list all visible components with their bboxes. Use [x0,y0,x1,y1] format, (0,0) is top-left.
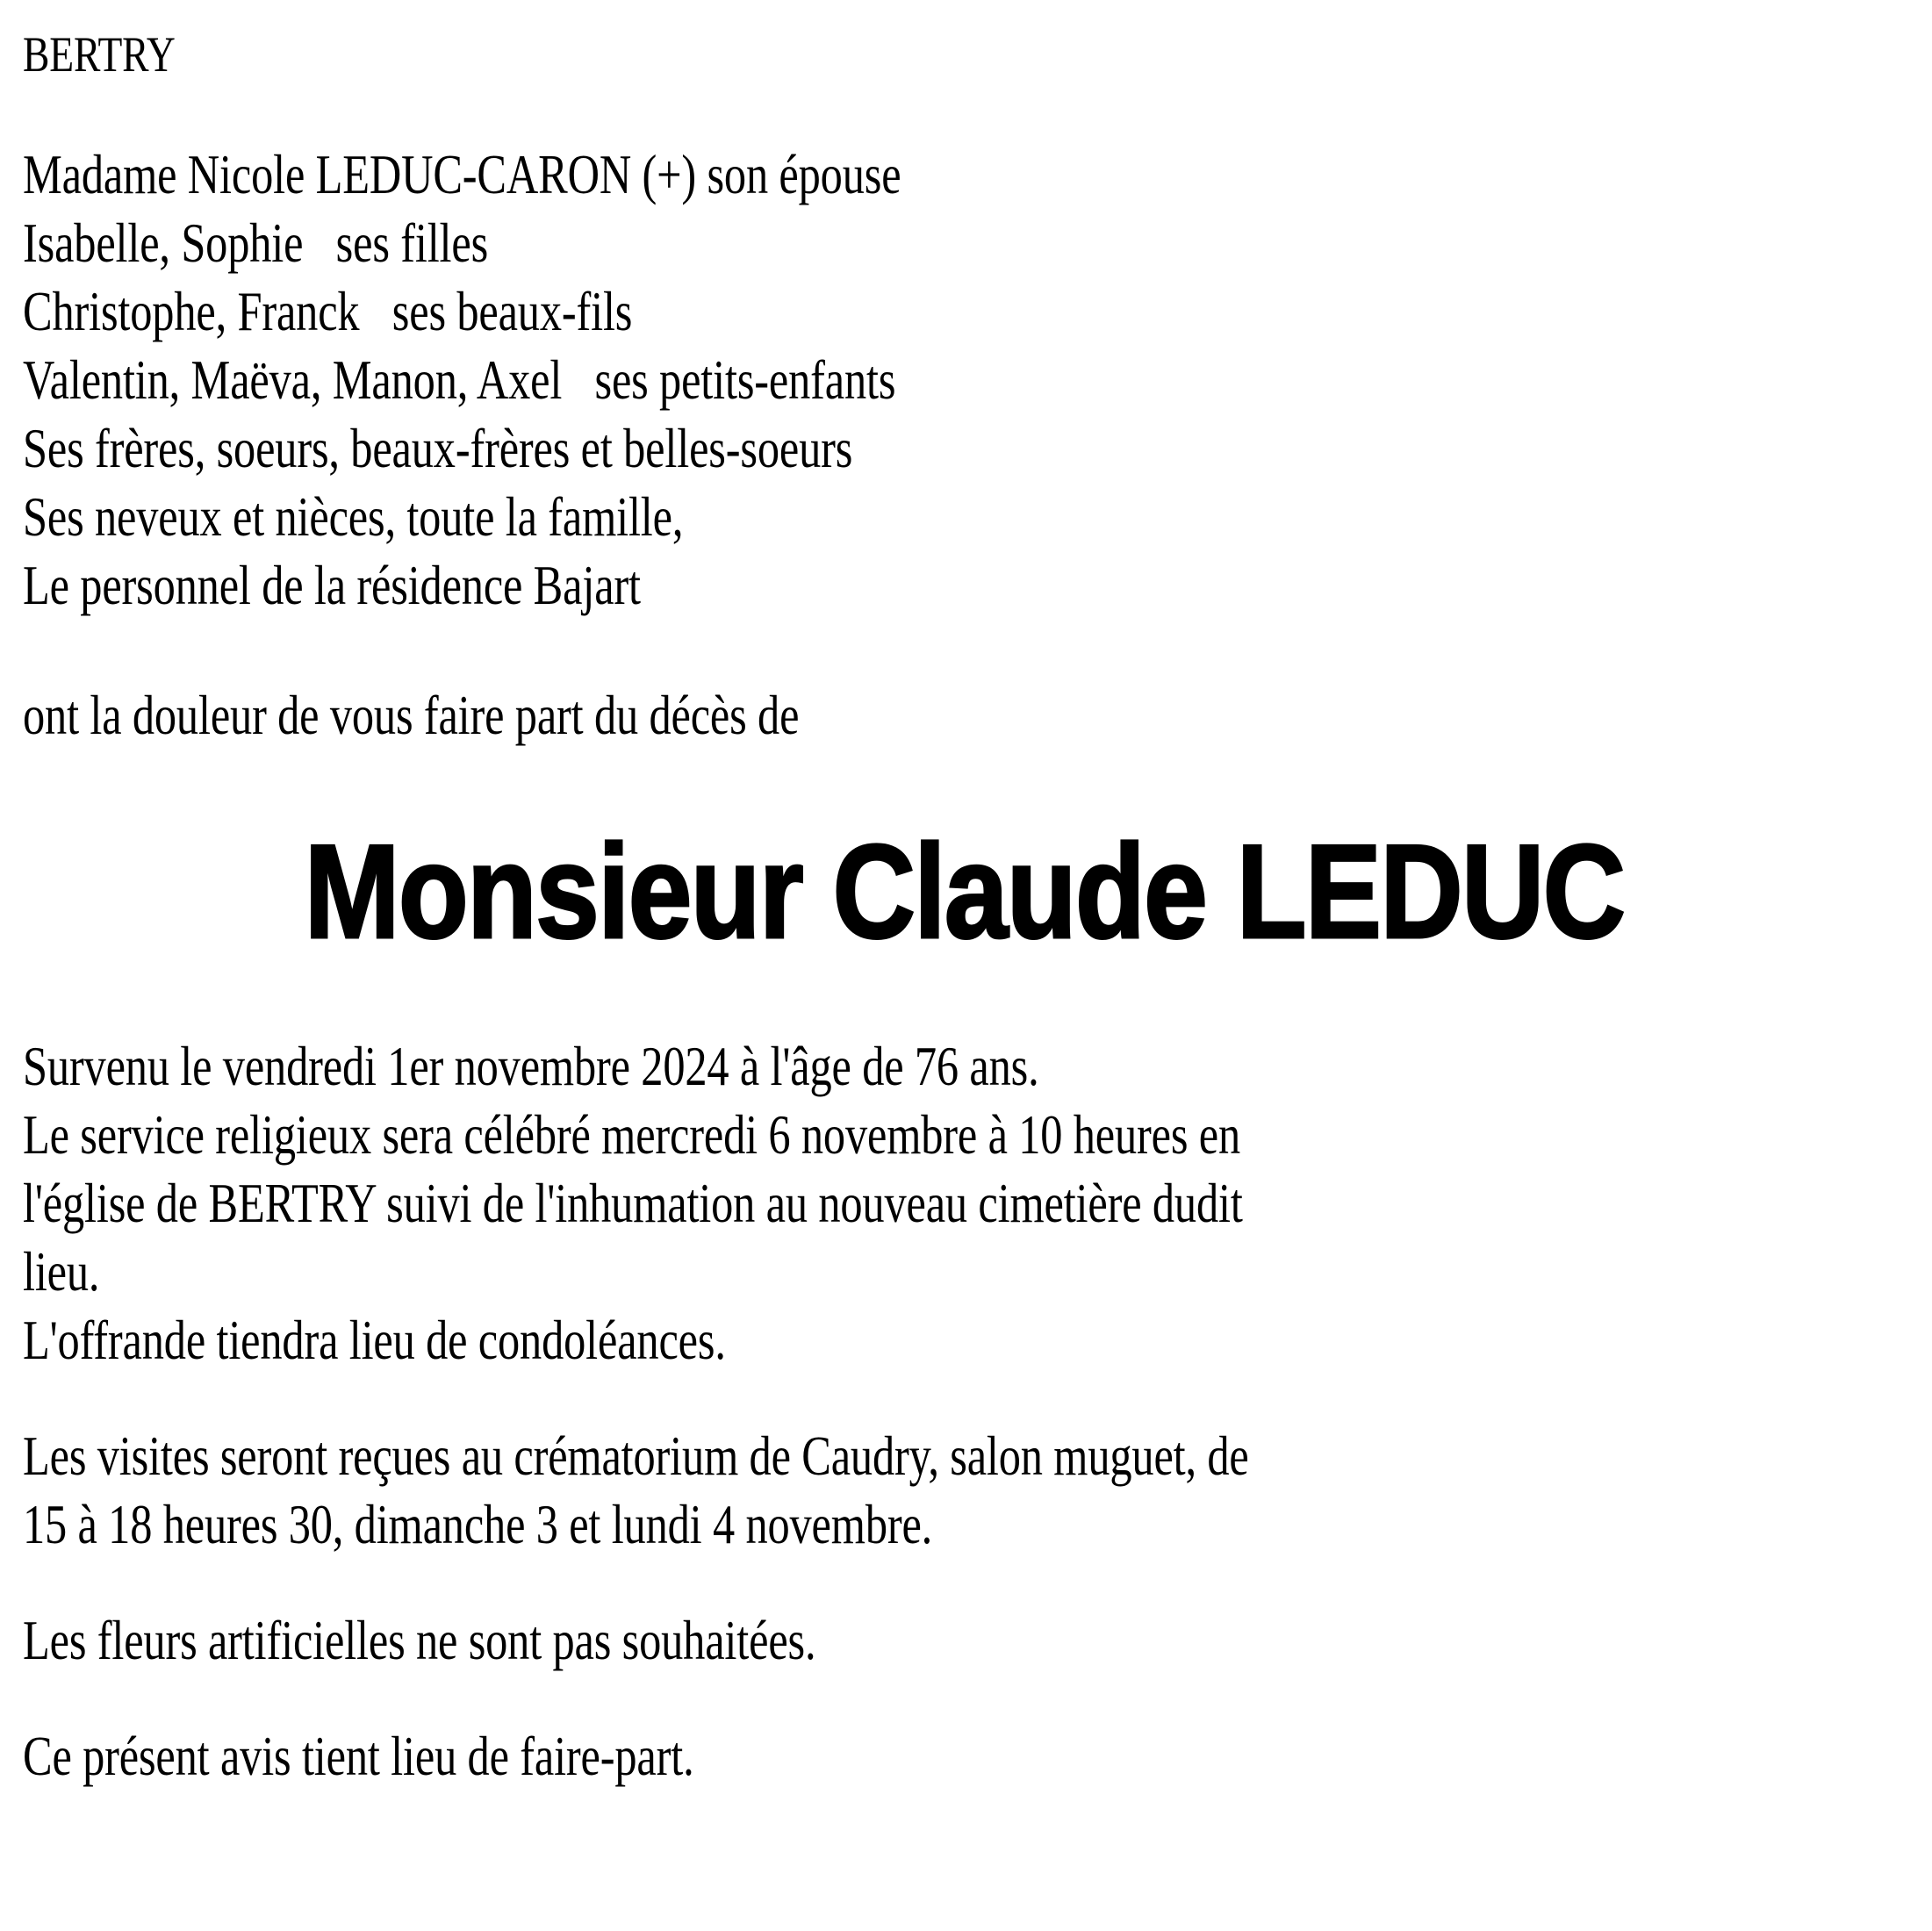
family-line-nephews-nieces: Ses neveux et nièces, toute la famille, [23,486,684,548]
family-line-siblings: Ses frères, soeurs, beaux-frères et belles-soeurs [23,418,853,479]
service-line-ceremony-1: Le service religieux sera célébré mercredi 6 novembre à 10 heures en [23,1104,1241,1166]
flowers-note-block [23,1606,1906,1675]
flowers-note-text: Les fleurs artificielles ne sont pas souhaitées. [23,1610,816,1671]
service-line-ceremony-3: lieu. [23,1241,100,1303]
spacer-before-intro [23,620,1906,681]
visits-block [23,1422,1906,1559]
visits-line-1: Les visites seront reçues au crématorium de Caudry, salon muguet, de [23,1425,1249,1487]
announcement-intro-block [23,681,1906,750]
spacer-after-name [23,971,1906,1032]
closing-note-block [23,1722,1906,1791]
family-list [23,140,1906,620]
spacer-before-flowers [23,1559,1906,1606]
family-line-sons-in-law: Christophe, Franck ses beaux-fils [23,281,633,342]
deceased-name-heading: Monsieur Claude LEDUC [304,817,1625,966]
service-details-block [23,1032,1906,1375]
spacer-before-name [23,750,1906,811]
family-line-residence-staff: Le personnel de la résidence Bajart [23,555,641,616]
deceased-name-block [23,817,1906,966]
family-line-daughters: Isabelle, Sophie ses filles [23,212,489,274]
locality-block [23,25,1906,86]
service-line-death-date: Survenu le vendredi 1er novembre 2024 à l'âge de 76 ans. [23,1036,1039,1097]
family-line-spouse: Madame Nicole LEDUC-CARON (+) son épouse [23,144,901,205]
spacer-before-visits [23,1375,1906,1422]
locality-text: BERTRY [23,27,176,83]
visits-line-2: 15 à 18 heures 30, dimanche 3 et lundi 4 novembre. [23,1494,933,1555]
service-line-offering: L'offrande tiendra lieu de condoléances. [23,1310,726,1371]
spacer-before-closing [23,1675,1906,1722]
closing-note-text: Ce présent avis tient lieu de faire-part. [23,1726,694,1787]
service-line-ceremony-2: l'église de BERTRY suivi de l'inhumation au nouveau cimetière dudit [23,1173,1243,1234]
family-line-grandchildren: Valentin, Maëva, Manon, Axel ses petits-enfants [23,349,896,411]
spacer-after-locality [23,86,1906,140]
announcement-intro-text: ont la douleur de vous faire part du décès de [23,685,800,746]
